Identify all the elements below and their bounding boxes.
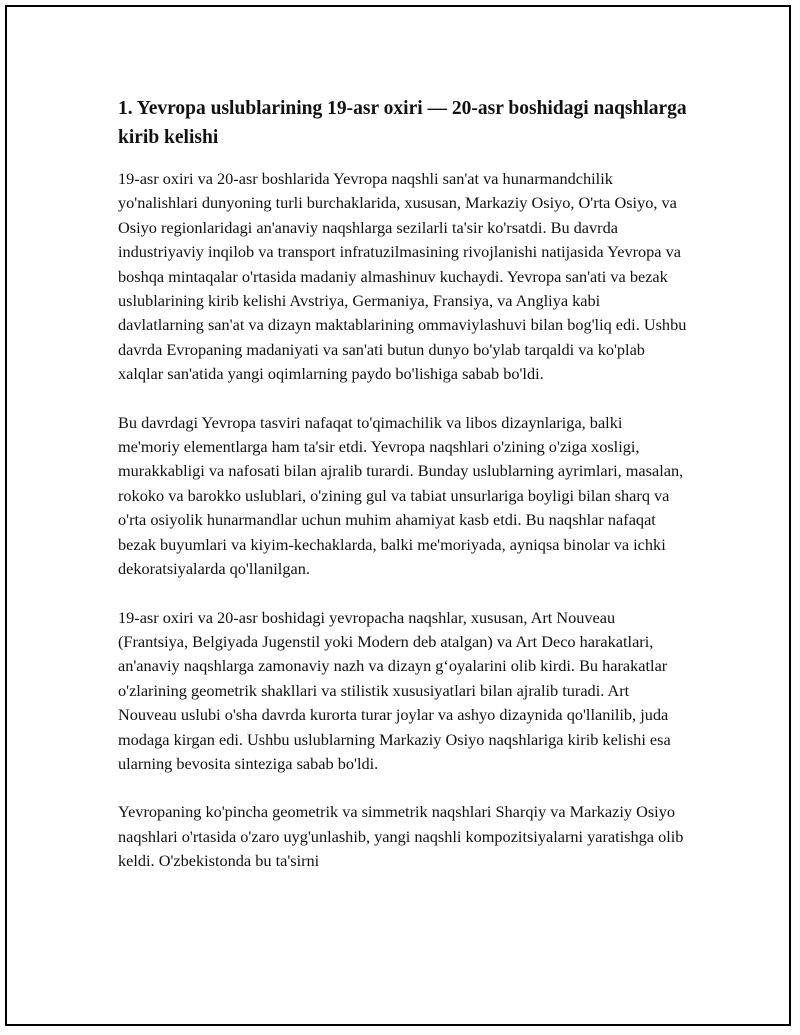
paragraph-3: 19-asr oxiri va 20-asr boshidagi yevropacha naqshlar, xususan, Art Nouveau (Frantsiya, Belgiyada Jugenstil yoki Modern deb atalgan) va Art Deco harakatlari, an'anaviy naqshlarga zamonaviy nazh va dizayn g‘oyalarini olib kirdi. Bu harakatlar o'zlarining geometrik shakllari va stilistik xususiyatlari bilan ajralib turadi. Art Nouveau uslubi o'sha davrda kurorta turar joylar va ashyo dizaynida qo'llanilib, juda modaga kirgan edi. Ushbu uslublarning Markaziy Osiyo naqshlariga kirib kelishi esa ularning bevosita sinteziga sabab bo'ldi. — [118, 607, 671, 773]
section-heading: 1. Yevropa uslublarining 19-asr oxiri — 20-asr boshidagi naqshlarga kirib kelishi — [118, 98, 687, 148]
paragraph-4: Yevropaning ko'pincha geometrik va simmetrik naqshlari Sharqiy va Markaziy Osiyo naqshlari o'rtasida o'zaro uyg'unlashib, yangi naqshli kompozitsiyalarni yaratishga olib keldi. O'zbekistonda bu ta'sirni — [118, 802, 684, 871]
document-body — [118, 94, 688, 898]
paragraph-2: Bu davrdagi Yevropa tasviri nafaqat to'qimachilik va libos dizaynlariga, balki me'moriy elementlarga ham ta'sir etdi. Yevropa naqshlari o'zining o'ziga xosligi, murakkabligi va nafosati bilan ajralib turardi. Bunday uslublarning ayrimlari, masalan, rokoko va barokko uslublari, o'zining gul va tabiat unsurlariga boyligi bilan sharq va o'rta osiyolik hunarmandlar uchun muhim ahamiyat kasb etdi. Bu naqshlar nafaqat bezak buyumlari va kiyim-kechaklarda, balki me'moriyada, ayniqsa binolar va ichki dekoratsiyalarda qo'llanilgan. — [118, 412, 684, 579]
paragraph-1: 19-asr oxiri va 20-asr boshlarida Yevropa naqshli san'at va hunarmandchilik yo'nalishlari dunyoning turli burchaklarida, xususan, Markaziy Osiyo, O'rta Osiyo, va Osiyo regionlaridagi an'anaviy naqshlarga sezilarli ta'sir ko'rsatdi. Bu davrda industriyaviy inqilob va transport infratuzilmasining rivojlanishi natijasida Yevropa va boshqa mintaqalar o'rtasida madaniy almashinuv kuchaydi. Yevropa san'ati va bezak uslublarining kirib kelishi Avstriya, Germaniya, Fransiya, va Angliya kabi davlatlarning san'at va dizayn maktablarining ommaviylashuvi bilan bog'liq edi. Ushbu davrda Evropaning madaniyati va san'ati butun dunyo bo'ylab tarqaldi va ko'plab xalqlar san'atida yangi oqimlarning paydo bo'lishiga sabab bo'ldi. — [118, 169, 687, 384]
